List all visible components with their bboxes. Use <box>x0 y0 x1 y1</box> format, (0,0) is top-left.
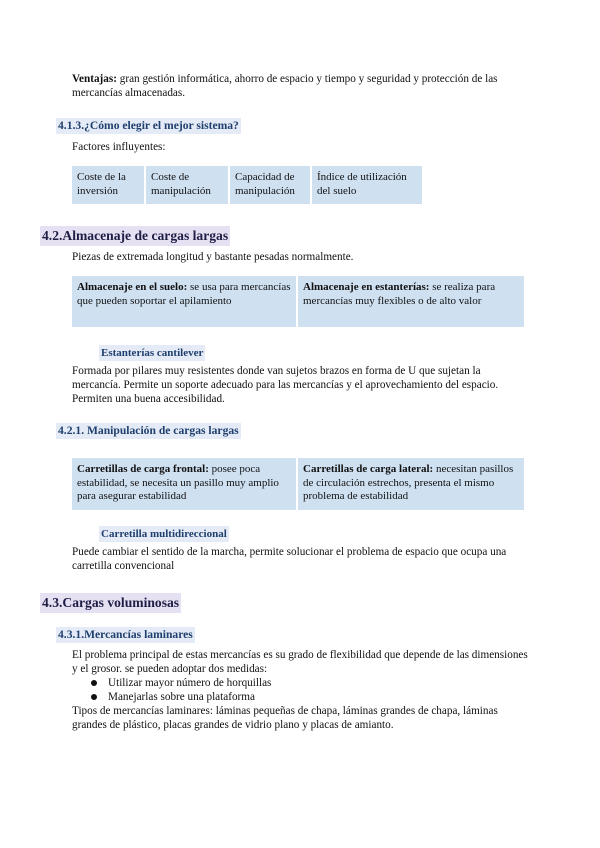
multidireccional-heading: Carretilla multidireccional <box>101 528 227 540</box>
almacenaje-suelo-cell <box>72 276 296 327</box>
factor-cell: Coste de manipulación <box>146 166 228 204</box>
section-4-2-intro: Piezas de extremada longitud y bastante pesadas normalmente. <box>72 251 354 263</box>
carga-frontal-cell <box>72 458 296 510</box>
factors-intro: Factores influyentes: <box>72 141 166 153</box>
carga-lateral-cell <box>298 458 524 510</box>
cantilever-heading: Estanterías cantilever <box>101 347 204 359</box>
section-4-1-3-heading: 4.1.3.¿Cómo elegir el mejor sistema? <box>58 119 239 132</box>
factor-cell: Capacidad de manipulación <box>230 166 310 204</box>
bullet-icon <box>91 694 97 700</box>
laminares-text: El problema principal de estas mercancías es su grado de flexibilidad que depende de las dimensiones y el grosor. se pueden adoptar dos medidas: <box>72 649 528 675</box>
section-4-2-heading: 4.2.Almacenaje de cargas largas <box>40 226 230 246</box>
ventajas-label: Ventajas: <box>72 73 117 85</box>
lateral-label: Carretillas de carga lateral: <box>303 463 434 475</box>
cantilever-text: Formada por pilares muy resistentes donde van sujetos brazos en forma de U que sujetan la mercancía. Permite un soporte adecuado para las mercancías y el aprovechamiento del espacio. Permiten una buena accesibilidad. <box>72 365 499 405</box>
bullet-icon <box>91 680 97 686</box>
factor-cell: Índice de utilización del suelo <box>312 166 422 204</box>
list-item: Utilizar mayor número de horquillas <box>72 676 532 690</box>
suelo-text: se usa para mercancías que pueden soportar el apilamiento <box>77 281 291 307</box>
estanterias-label: Almacenaje en estanterías: <box>303 281 430 293</box>
frontal-label: Carretillas de carga frontal: <box>77 463 209 475</box>
section-4-2-1-heading: 4.2.1. Manipulación de cargas largas <box>58 424 239 437</box>
section-4-3-heading: 4.3.Cargas voluminosas <box>40 593 181 613</box>
factor-cell: Coste de la inversión <box>72 166 144 204</box>
laminares-tipos: Tipos de mercancías laminares: láminas pequeñas de chapa, láminas grandes de chapa, láminas grandes de plástico, placas grandes de vidrio plano y placas de amianto. <box>72 705 498 731</box>
list-item: Manejarlas sobre una plataforma <box>72 690 532 704</box>
ventajas-paragraph <box>72 72 532 100</box>
multidireccional-text: Puede cambiar el sentido de la marcha, permite solucionar el problema de espacio que ocupa una carretilla convencional <box>72 546 507 572</box>
almacenaje-estanterias-cell <box>298 276 524 327</box>
ventajas-text: gran gestión informática, ahorro de espacio y tiempo y seguridad y protección de las mercancías almacenadas. <box>72 73 498 99</box>
frontal-text: posee poca estabilidad, se necesita un pasillo muy amplio para asegurar estabilidad <box>77 463 279 502</box>
estanterias-text: se realiza para mercancías muy flexibles o de alto valor <box>303 281 496 307</box>
section-4-3-1-heading: 4.3.1.Mercancías laminares <box>58 628 193 641</box>
laminares-bullet-list <box>72 676 532 704</box>
suelo-label: Almacenaje en el suelo: <box>77 281 188 293</box>
lateral-text: necesitan pasillos de circulación estrechos, presenta el mismo problema de estabilidad <box>303 463 514 502</box>
